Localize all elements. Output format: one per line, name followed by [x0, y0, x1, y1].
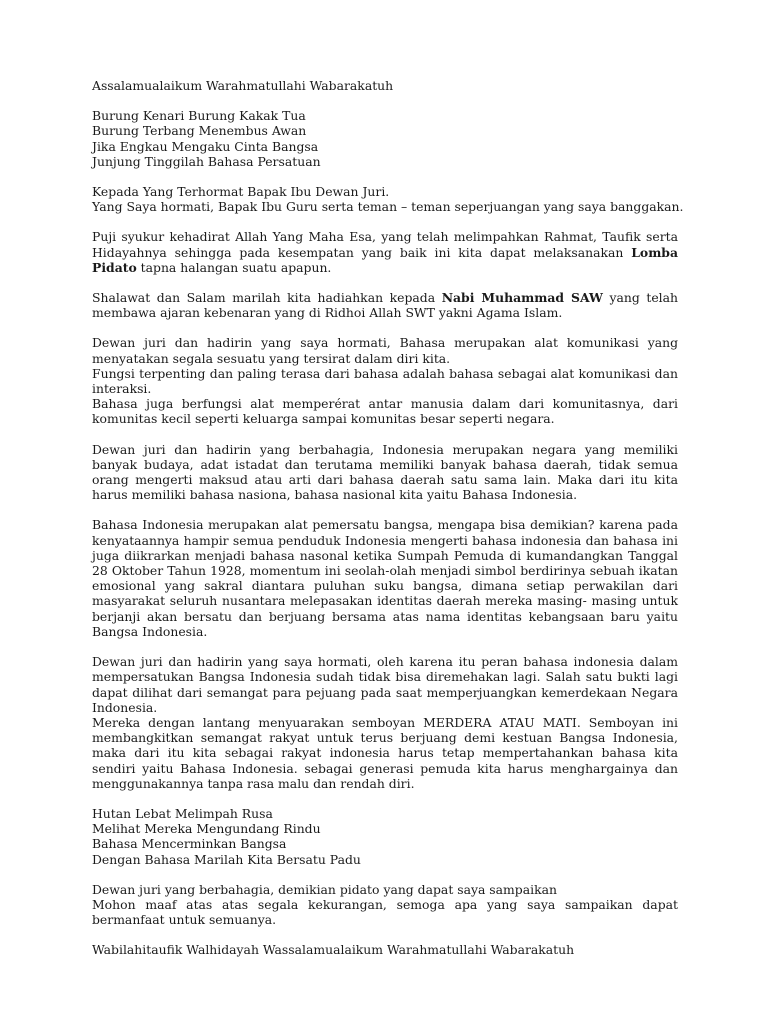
speech-document [92, 78, 684, 973]
shalawat-text: Shalawat dan Salam marilah kita hadiahkan kepada [92, 290, 442, 306]
greeting-teachers: Yang Saya hormati, Bapak Ibu Guru serta teman – teman seperjuangan yang saya banggakan. [92, 199, 684, 215]
fungsi-line: Fungsi terpenting dan paling terasa dari bahasa adalah bahasa sebagai alat komunikasi dan interaksi. [92, 365, 678, 397]
opening-pantun [92, 108, 678, 169]
greeting-jury: Kepada Yang Terhormat Bapak Ibu Dewan Juri. [92, 184, 390, 200]
opening-salam-text: Assalamualaikum Warahmatullahi Wabarakatuh [92, 78, 394, 93]
pantun-line: Jika Engkau Mengaku Cinta Bangsa [92, 138, 319, 154]
nabi-bold: Nabi Muhammad SAW [441, 290, 603, 306]
budaya-paragraph: Dewan juri dan hadirin yang berbahagia, Indonesia merupakan negara yang memiliki banyak budaya, adat istadat dan terutama memiliki banyak bahasa daerah, tidak semua orang mengerti maksud atau arti dari bahasa daerah satu sama lain. Maka dari itu kita harus memiliki bahasa nasiona, bahasa nasional kita yaitu Bahasa Indonesia. [92, 441, 678, 503]
puji-syukur-end: tapna halangan suatu apapun. [136, 259, 332, 275]
closing-pantun [92, 806, 678, 867]
lomba-pidato-bold: Lomba Pidato [92, 244, 678, 275]
peran-text: Dewan juri dan hadirin yang saya hormati, oleh karena itu peran bahasa indonesia dalam mempersatukan Bangsa Indonesia sudah tidak bisa diremehakan lagi. Salah satu bukti lagi dapat dilihat dari semangat para pejuang pada saat memperjuangkan kemerdekaan Negara Indonesia. [92, 654, 678, 715]
penutup-line: Dewan juri yang berbahagia, demikian pidato yang dapat saya sampaikan [92, 881, 557, 897]
penutup-paragraph [92, 882, 678, 928]
shalawat-end: yang telah membawa ajaran kebenaran yang di Ridhoi Allah SWT yakni Agama Islam. [92, 290, 678, 321]
shalawat-paragraph [92, 290, 678, 320]
fungsi-bahasa-paragraph [92, 335, 678, 426]
pemersatu-paragraph: Bahasa Indonesia merupakan alat pemersatu bangsa, mengapa bisa demikian? karena pada kenyataannya hampir semua penduduk Indonesia mengerti bahasa indonesia dan bahasa ini juga diikrarkan menjadi bahasa nasonal ketika Sumpah Pemuda di kumandangkan Tanggal 28 Oktober Tahun 1928, momentum ini seolah-olah menjadi simbol berdirinya sebuah ikatan emosional yang sakral diantara puluhan suku bangsa, dimana setiap perwakilan dari masyarakat seluruh nusantara melepasakan identitas daerah mereka masing- masing untuk berjanji akan bersatu dan berjuang bersama atas nama identitas kebangsaan baru yaitu Bangsa Indonesia. [92, 517, 678, 639]
puji-syukur-paragraph [92, 229, 678, 275]
penutup-line: Mohon maaf atas atas segala kekurangan, semoga apa yang saya sampaikan dapat bermanfaat untuk semuanya. [92, 896, 678, 928]
pantun-line: Dengan Bahasa Marilah Kita Bersatu Padu [92, 851, 361, 867]
closing-salam-text: Wabilahitaufik Walhidayah Wassalamualaikum Warahmatullahi Wabarakatuh [92, 942, 575, 958]
pantun-line: Junjung Tinggilah Bahasa Persatuan [92, 153, 321, 169]
opening-salam [92, 78, 678, 93]
pantun-line: Hutan Lebat Melimpah Rusa [92, 805, 273, 821]
semboyan-text: Mereka dengan lantang menyuarakan semboyan MERDERA ATAU MATI. Semboyan ini membangkitkan semangat rakyat untuk terus berjuang demi kestuan Bangsa Indonesia, maka dari itu kita sebagai rakyat indonesia harus tetap mempertahankan bahasa kita sendiri yaitu Bahasa Indonesia. sebagai generasi pemuda kita harus menghargainya dan menggunakannya tanpa rasa malu dan rendah diri. [92, 714, 678, 791]
fungsi-line: Dewan juri dan hadirin yang saya hormati, Bahasa merupakan alat komunikasi yang menyatakan segala sesuatu yang tersirat dalam diri kita. [92, 335, 678, 366]
fungsi-line: Bahasa juga berfungsi alat memperérat antar manusia dalam dari komunitasnya, dari komunitas kecil seperti keluarga sampai komunitas besar seperti negara. [92, 396, 678, 427]
greeting [92, 184, 684, 215]
pantun-line: Burung Terbang Menembus Awan [92, 123, 307, 139]
puji-syukur-text: Puji syukur kehadirat Allah Yang Maha Esa, yang telah melimpahkan Rahmat, Taufik serta Hidayahnya sehingga pada kesempatan yang baik ini kita dapat melaksanakan [92, 229, 678, 260]
pantun-line: Burung Kenari Burung Kakak Tua [92, 108, 306, 124]
peran-paragraph [92, 654, 678, 791]
pantun-line: Bahasa Mencerminkan Bangsa [92, 836, 287, 852]
closing-salam [92, 942, 678, 957]
pantun-line: Melihat Mereka Mengundang Rindu [92, 821, 321, 837]
